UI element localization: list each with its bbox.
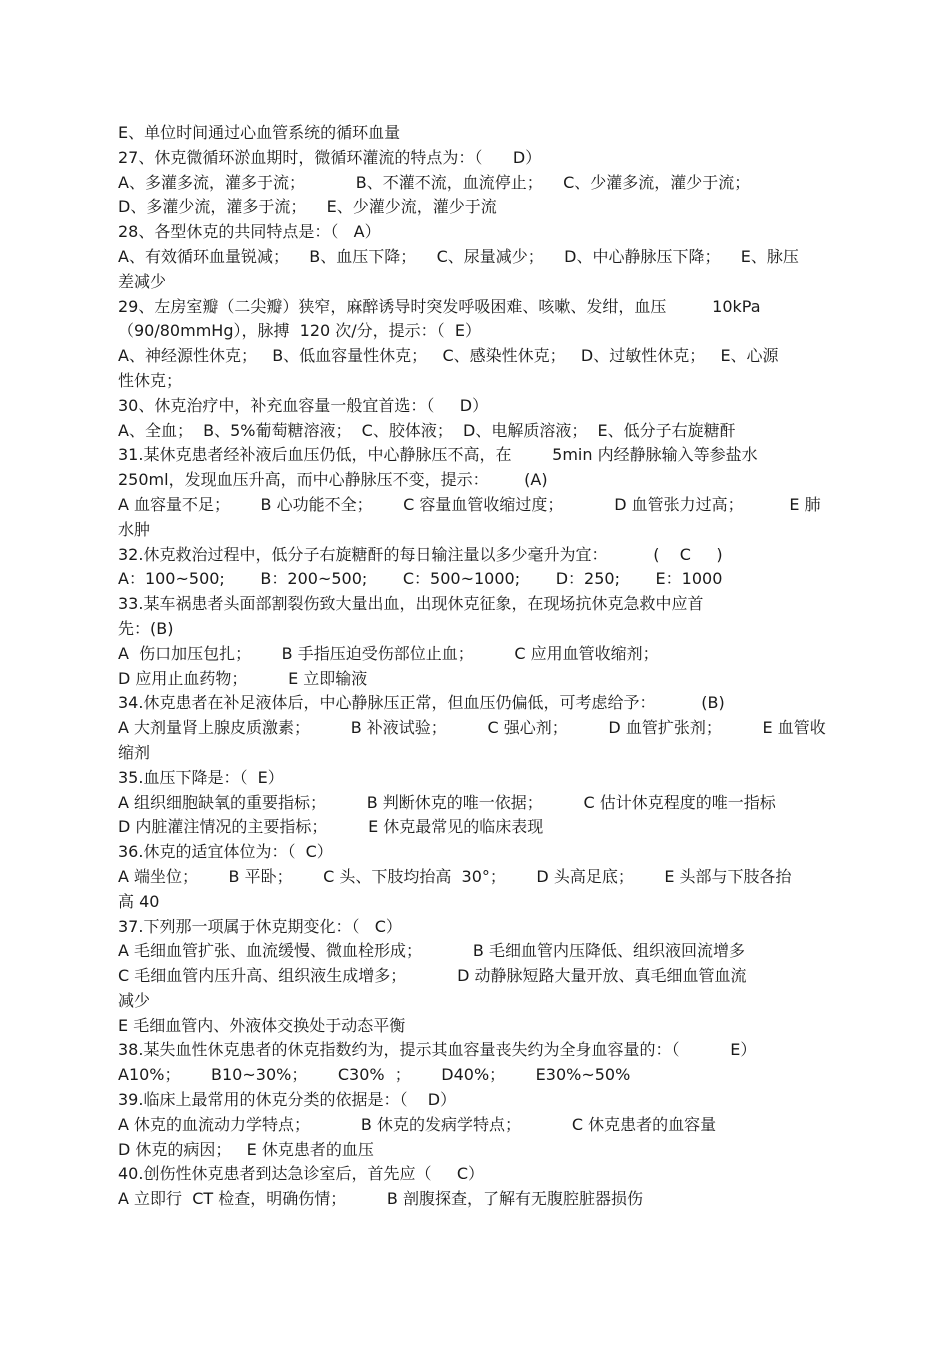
document-body bbox=[118, 121, 838, 1212]
text-line: A、神经源性休克； B、低血容量性休克； C、感染性休克； D、过敏性休克； E、心源 bbox=[118, 346, 779, 366]
text-line: D、多灌少流，灌多于流； E、少灌少流，灌少于流 bbox=[118, 197, 497, 217]
text-line: A10%； B10~30%； C30% ； D40%； E30%~50% bbox=[118, 1065, 631, 1085]
text-line: A 立即行 CT 检查，明确伤情； B 剖腹探查，了解有无腹腔脏器损伤 bbox=[118, 1189, 643, 1209]
text-line: A 端坐位； B 平卧； C 头、下肢均抬高 30°； D 头高足底； E 头部与下肢各抬 bbox=[118, 866, 792, 886]
text-line: A、有效循环血量锐减； B、血压下降； C、尿量减少； D、中心静脉压下降； E、脉压 bbox=[118, 246, 799, 266]
text-line: 250ml，发现血压升高，而中心静脉压不变，提示： (A) bbox=[118, 470, 548, 490]
text-line: 先：(B) bbox=[118, 618, 174, 638]
text-line: 差减少 bbox=[118, 271, 167, 291]
text-line: A 组织细胞缺氧的重要指标； B 判断休克的唯一依据； C 估计休克程度的唯一指标 bbox=[118, 792, 776, 812]
text-line: D 应用止血药物； E 立即输液 bbox=[118, 668, 368, 688]
text-line: 38.某失血性休克患者的休克指数约为，提示其血容量丧失约为全身血容量的：（ E） bbox=[118, 1040, 757, 1060]
text-line: A、全血； B、5%葡萄糖溶液； C、胶体液； D、电解质溶液； E、低分子右旋糖酐 bbox=[118, 420, 736, 440]
text-line: 31.某休克患者经补液后血压仍低，中心静脉压不高，在 5min 内经静脉输入等参盐水 bbox=[118, 445, 758, 465]
text-line: A：100~500; B：200~500; C：500~1000; D：250; E：1000 bbox=[118, 569, 723, 589]
text-line: （90/80mmHg），脉搏 120 次/分，提示：（ E） bbox=[118, 321, 481, 341]
text-line: 高 40 bbox=[118, 891, 160, 911]
text-line: E 毛细血管内、外液体交换处于动态平衡 bbox=[118, 1015, 406, 1035]
text-line: 36.休克的适宜体位为：（ C） bbox=[118, 842, 333, 862]
text-line: D 内脏灌注情况的主要指标； E 休克最常见的临床表现 bbox=[118, 817, 544, 837]
text-line: 29、左房室瓣（二尖瓣）狭窄，麻醉诱导时突发呼吸困难、咳嗽、发绀，血压 10kPa bbox=[118, 296, 761, 316]
text-line: E、单位时间通过心血管系统的循环血量 bbox=[118, 123, 401, 142]
text-line: 30、休克治疗中，补充血容量一般宜首选：（ D） bbox=[118, 395, 489, 415]
text-line: A 伤口加压包扎； B 手指压迫受伤部位止血； C 应用血管收缩剂； bbox=[118, 643, 659, 663]
text-line: 减少 bbox=[118, 990, 151, 1010]
text-line: A 大剂量肾上腺皮质激素； B 补液试验； C 强心剂； D 血管扩张剂； E 血管收 bbox=[118, 718, 826, 738]
text-line: A 血容量不足； B 心功能不全； C 容量血管收缩过度； D 血管张力过高； E 肺 bbox=[118, 494, 821, 514]
text-line: 35.血压下降是：（ E） bbox=[118, 767, 284, 787]
text-line: A、多灌多流，灌多于流； B、不灌不流，血流停止； C、少灌多流，灌少于流； bbox=[118, 172, 751, 192]
text-line: D 休克的病因； E 休克患者的血压 bbox=[118, 1139, 374, 1159]
text-line: 28、各型休克的共同特点是：（ A） bbox=[118, 222, 381, 242]
text-line: C 毛细血管内压升高、组织液生成增多； D 动静脉短路大量开放、真毛细血管血流 bbox=[118, 966, 747, 986]
text-line: 缩剂 bbox=[118, 742, 151, 762]
text-line: 39.临床上最常用的休克分类的依据是：（ D） bbox=[118, 1090, 457, 1110]
text-line: 34.休克患者在补足液体后，中心静脉压正常，但血压仍偏低，可考虑给予： (B) bbox=[118, 693, 725, 713]
text-line: 37.下列那一项属于休克期变化：（ C） bbox=[118, 916, 402, 936]
text-line: 27、休克微循环淤血期时，微循环灌流的特点为：（ D） bbox=[118, 147, 542, 167]
text-line: 性休克； bbox=[118, 370, 183, 390]
text-line: A 毛细血管扩张、血流缓慢、微血栓形成； B 毛细血管内压降低、组织液回流增多 bbox=[118, 941, 745, 961]
text-line: A 休克的血流动力学特点； B 休克的发病学特点； C 休克患者的血容量 bbox=[118, 1114, 717, 1134]
text-line: 33.某车祸患者头面部割裂伤致大量出血，出现休克征象，在现场抗休克急救中应首 bbox=[118, 594, 704, 614]
text-line: 水肿 bbox=[118, 519, 151, 539]
text-line: 32.休克救治过程中，低分子右旋糖酐的每日输注量以多少毫升为宜： ( C ) bbox=[118, 544, 723, 564]
text-line: 40.创伤性休克患者到达急诊室后，首先应（ C） bbox=[118, 1164, 485, 1184]
